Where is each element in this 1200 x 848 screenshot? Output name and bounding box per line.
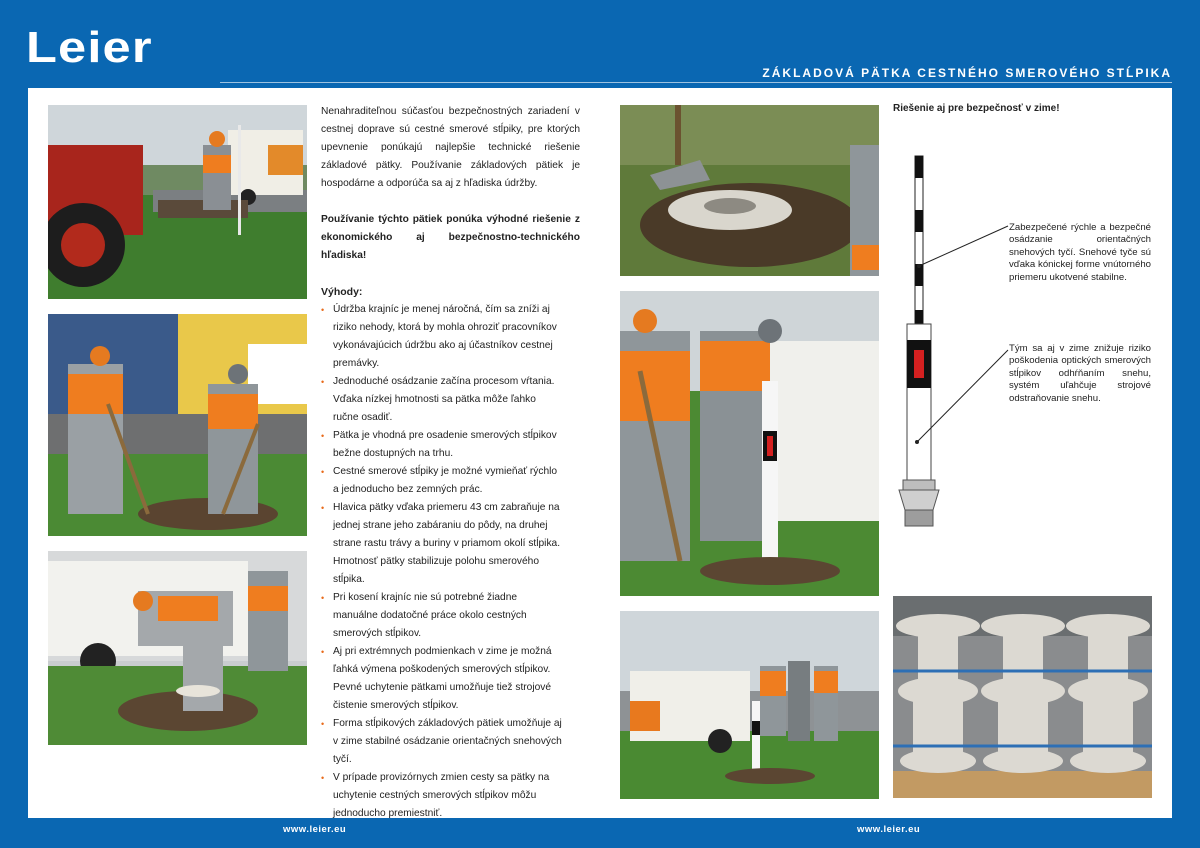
photo-workers-placing-post xyxy=(620,291,879,596)
intro-paragraph: Nenahraditeľnou súčasťou bezpečnostných zariadení v cestnej doprave sú cestné smerové stĺpiky, pre ktorých upevnenie ponúkajú najlepšie technické riešenie základové pätky. Používanie základových pätiek je hospodárne a odporúča sa aj z hľadiska údržby. xyxy=(321,106,580,189)
page-title: ZÁKLADOVÁ PÄTKA CESTNÉHO SMEROVÉHO STĹPIKA xyxy=(762,66,1172,80)
website-link[interactable]: www.leier.eu xyxy=(857,824,921,835)
list-item: • Pätka je vhodná pre osadenie smerových stĺpikov bežne dostupných na trhu. xyxy=(321,427,580,463)
list-item: • Pri kosení krajníc nie sú potrebné žiadne manuálne dodatočné práce okolo cestných smerových stĺpikov. xyxy=(321,589,580,643)
list-item: • Cestné smerové stĺpiky je možné vymieňať rýchlo a jednoducho bez zemných prác. xyxy=(321,463,580,499)
advantages-list xyxy=(321,301,580,823)
main-text-column xyxy=(321,103,580,823)
photo-workers-digging xyxy=(48,314,307,536)
winter-title: Riešenie aj pre bezpečnosť v zime! xyxy=(893,103,1060,114)
list-item: • V prípade provizórnych zmien cesty sa pätky na uchytenie cestných smerových stĺpikov môžu jednoducho premiestniť. xyxy=(321,769,580,823)
winter-note-2: Tým sa aj v zime znižuje riziko poškodenia optických smerových stĺpikov odhŕňaním snehu, systém uľahčuje strojové odstraňovanie snehu. xyxy=(1009,343,1151,404)
winter-note-1: Zabezpečené rýchle a bezpečné osádzanie orientačných snehových tyčí. Snehové tyče sú vďaka kónickej forme vnútorného priemeru ukotvené stabilne. xyxy=(1009,222,1151,283)
intro-emphasis: Používanie týchto pätiek ponúka výhodné riešenie z ekonomického aj bezpečnostno-technického hľadiska! xyxy=(321,214,580,261)
list-item: • Forma stĺpikových základových pätiek umožňuje aj v zime stabilné osádzanie orientačných snehových tyčí. xyxy=(321,715,580,769)
footing xyxy=(903,480,935,490)
leier-logo xyxy=(26,24,186,72)
logo-text: Leier xyxy=(26,23,153,72)
photo-stacked-footings xyxy=(893,596,1152,798)
photo-worker-installing xyxy=(48,551,307,745)
snow-pole xyxy=(915,156,923,336)
photo-finished-installation xyxy=(620,611,879,799)
website-link[interactable]: www.leier.eu xyxy=(283,824,347,835)
header-divider xyxy=(220,82,1172,83)
advantages-heading: Výhody: xyxy=(321,286,363,298)
photo-tractor-worker xyxy=(48,105,307,299)
list-item: • Aj pri extrémnych podmienkach v zime je možná ľahká výmena poškodených smerových stĺpikov. Pevné uchytenie pätkami umožňuje tiež strojové čistenie smerových stĺpikov. xyxy=(321,643,580,715)
list-item: • Údržba krajníc je menej náročná, čím sa zníži aj riziko nehody, ktorá by mohla ohroziť pracovníkov vykonávajúcich údržbu ako aj účastníkov cestnej premávky. xyxy=(321,301,580,373)
list-item: • Jednoduché osádzanie začína procesom vŕtania. Vďaka nízkej hmotnosti sa pätka môže ľahko ručne osadiť. xyxy=(321,373,580,427)
photo-footing-in-ground xyxy=(620,105,879,276)
list-item: • Hlavica pätky vďaka priemeru 43 cm zabraňuje na jednej strane jeho zabáraniu do pôdy, na druhej strane rastu trávy a buriny v priamom okolí stĺpika. Hmotnosť pätky stabilizuje polohu smerového stĺpika. xyxy=(321,499,580,589)
